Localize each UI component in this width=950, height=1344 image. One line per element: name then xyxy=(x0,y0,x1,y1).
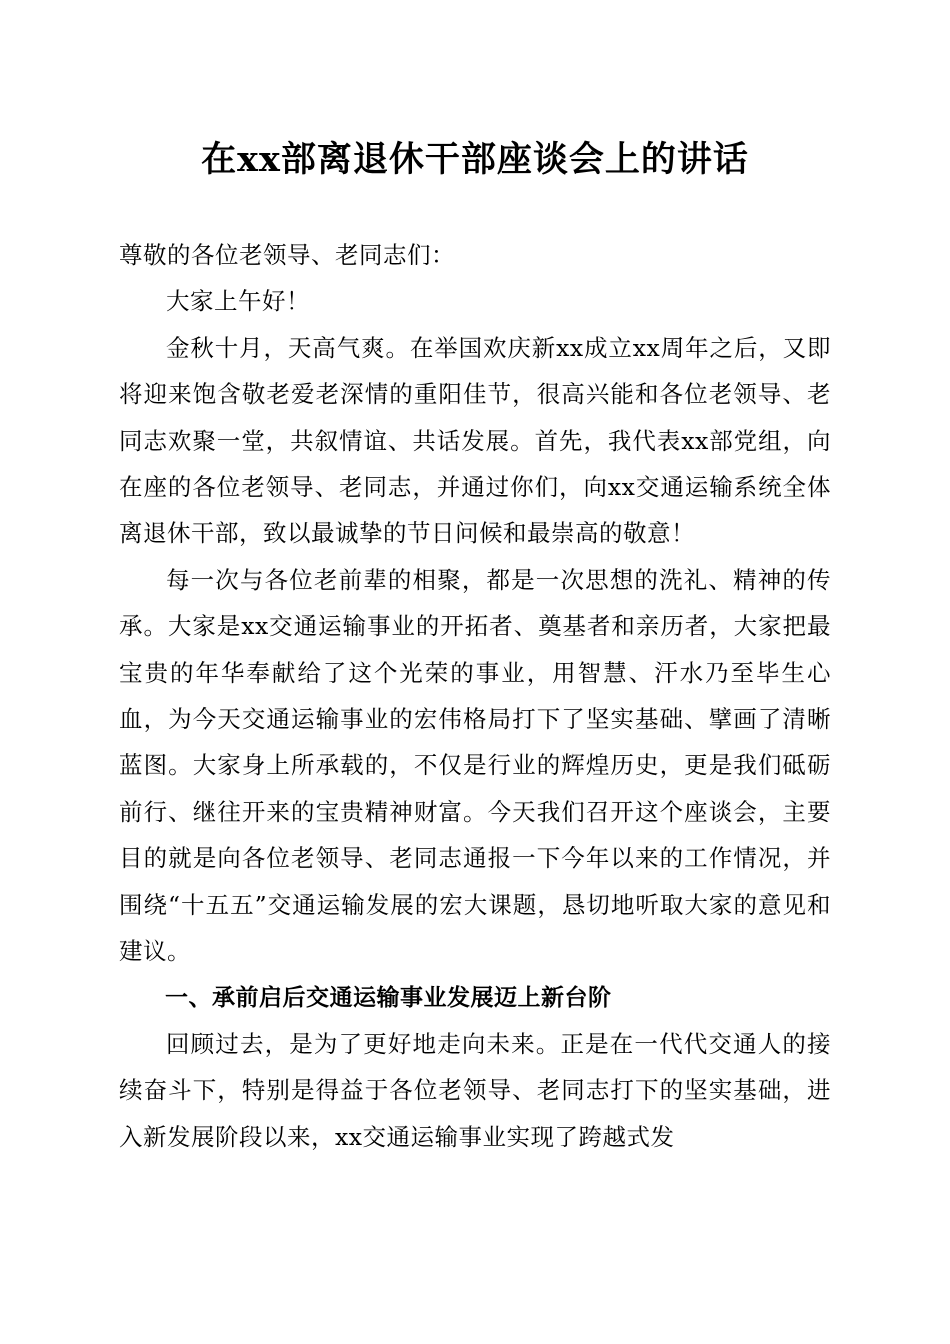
section-heading: 一、承前启后交通运输事业发展迈上新台阶 xyxy=(165,984,612,1011)
section-paragraph: 回顾过去，是为了更好地走向未来。正是在一代代交通人的接续奋斗下，特别是得益于各位老领导、老同志打下的坚实基础，进入新发展阶段以来，xx交通运输事业实现了跨越式发 xyxy=(119,1029,831,1151)
salutation: 尊敬的各位老领导、老同志们： xyxy=(119,241,455,269)
document-body xyxy=(119,232,831,1160)
paragraph: 金秋十月，天高气爽。在举国欢庆新xx成立xx周年之后，又即将迎来饱含敬老爱老深情的重阳佳节，很高兴能和各位老领导、老同志欢聚一堂，共叙情谊、共话发展。首先，我代表xx部党组，向在座的各位老领导、老同志，并通过你们，向xx交通运输系统全体离退休干部，致以最诚挚的节日问候和最崇高的敬意！ xyxy=(119,333,831,548)
greeting: 大家上午好！ xyxy=(166,287,310,316)
document-title: 在xx部离退休干部座谈会上的讲话 xyxy=(201,139,749,180)
paragraph: 每一次与各位老前辈的相聚，都是一次思想的洗礼、精神的传承。大家是xx交通运输事业的开拓者、奠基者和亲历者，大家把最宝贵的年华奉献给了这个光荣的事业，用智慧、汗水乃至毕生心血，为今天交通运输事业的宏伟格局打下了坚实基础、擘画了清晰蓝图。大家身上所承载的，不仅是行业的辉煌历史，更是我们砥砺前行、继往开来的宝贵精神财富。今天我们召开这个座谈会，主要目的就是向各位老领导、老同志通报一下今年以来的工作情况，并围绕“十五五”交通运输发展的宏大课题，恳切地听取大家的意见和建议。 xyxy=(119,565,831,966)
